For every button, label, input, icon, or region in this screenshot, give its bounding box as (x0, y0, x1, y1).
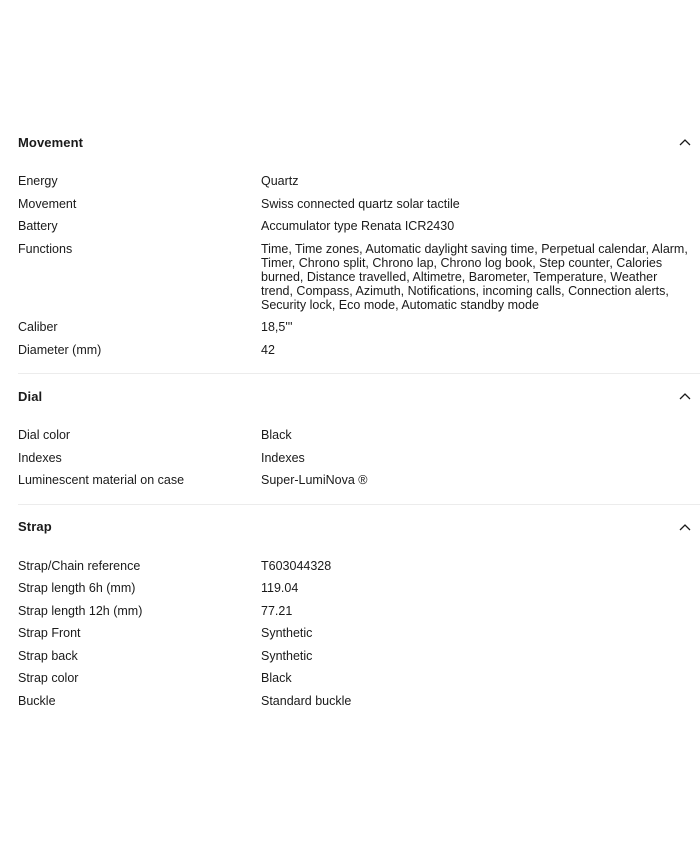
specifications-list (18, 120, 700, 724)
spec-row-functions (18, 238, 700, 317)
spec-label: Caliber (18, 320, 58, 334)
spec-label: Strap Front (18, 626, 81, 640)
section-movement (18, 120, 700, 374)
spec-value: Accumulator type Renata ICR2430 (261, 219, 455, 233)
section-title: Strap (18, 519, 52, 534)
section-header-strap[interactable] (18, 505, 700, 549)
spec-value: Time, Time zones, Automatic daylight saving time, Perpetual calendar, Alarm, Timer, Chrono split, Chrono lap, Chrono log book, Step counter, Calories burned, Distance travelled, Altimetre, Barometer, Temperature, Weather trend, Compass, Azimuth, Notifications, incoming calls, Connection alerts, Security lock, Eco mode, Automatic standby mode (261, 241, 688, 312)
spec-value: Black (261, 671, 292, 685)
spec-value: T603044328 (261, 558, 332, 573)
chevron-up-icon[interactable] (676, 133, 694, 151)
spec-value: 42 (261, 342, 275, 357)
spec-row-strap-reference (18, 555, 700, 578)
spec-label: Buckle (18, 693, 56, 708)
section-dial (18, 374, 700, 505)
spec-value: Swiss connected quartz solar tactile (261, 196, 460, 211)
spec-label: Energy (18, 174, 58, 188)
spec-row-indexes (18, 447, 700, 470)
spec-value: 18,5''' (261, 320, 293, 334)
spec-value: Standard buckle (261, 693, 352, 708)
spec-label: Indexes (18, 450, 62, 465)
spec-row-buckle (18, 690, 700, 713)
spec-value: Indexes (261, 450, 305, 465)
spec-row-luminescent (18, 469, 700, 492)
spec-row-strap-back (18, 645, 700, 668)
spec-row-dial-color (18, 424, 700, 447)
section-title: Dial (18, 388, 43, 404)
section-strap (18, 505, 700, 725)
spec-row-strap-front (18, 622, 700, 645)
chevron-up-icon[interactable] (676, 387, 694, 405)
spec-label: Strap/Chain reference (18, 558, 141, 573)
spec-label: Functions (18, 241, 73, 256)
spec-value: Synthetic (261, 626, 313, 640)
spec-label: Strap back (18, 648, 78, 663)
spec-row-strap-color (18, 667, 700, 690)
spec-row-strap-length-6h (18, 577, 700, 600)
section-header-movement[interactable] (18, 120, 700, 164)
spec-value: 119.04 (261, 581, 299, 595)
spec-label: Luminescent material on case (18, 473, 185, 487)
spec-row-diameter (18, 339, 700, 362)
spec-row-energy (18, 170, 700, 193)
spec-value: Synthetic (261, 648, 313, 663)
spec-row-caliber (18, 316, 700, 339)
chevron-up-icon[interactable] (676, 518, 694, 536)
spec-label: Strap length 12h (mm) (18, 603, 143, 618)
spec-label: Battery (18, 219, 58, 233)
spec-value: Black (261, 428, 292, 442)
section-header-dial[interactable] (18, 374, 700, 418)
spec-label: Strap color (18, 671, 79, 685)
section-title: Movement (18, 134, 84, 150)
spec-row-battery (18, 215, 700, 238)
spec-value: 77.21 (261, 603, 293, 618)
spec-label: Dial color (18, 428, 71, 442)
spec-label: Diameter (mm) (18, 342, 102, 357)
spec-value: Quartz (261, 174, 299, 188)
spec-row-movement (18, 193, 700, 216)
spec-row-strap-length-12h (18, 600, 700, 623)
spec-value: Super-LumiNova ® (261, 473, 368, 487)
spec-label: Movement (18, 196, 77, 211)
spec-label: Strap length 6h (mm) (18, 581, 136, 595)
